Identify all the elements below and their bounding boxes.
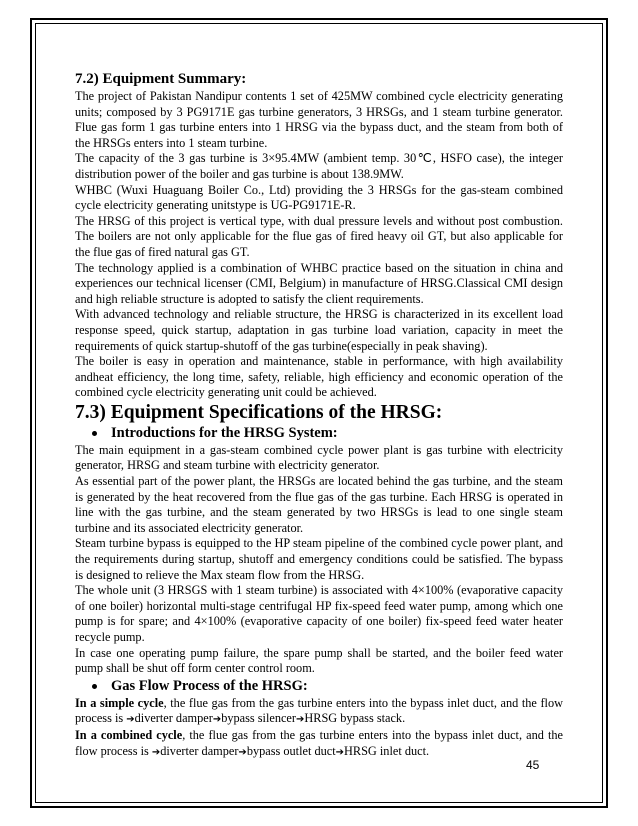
paragraph: The project of Pakistan Nandipur contents 1 set of 425MW combined cycle electricity generating units; composed by 3 PG9171E gas turbine generators, 3 HRSGs, and 1 steam turbine generator. Flue gas form 1 gas turbine enters into 1 HRSG via the bypass duct, and the steam from both of the HRSGs enters into 1 steam turbine. — [75, 89, 563, 150]
flow-step: HRSG bypass stack. — [304, 711, 406, 726]
flow-step: bypass silencer — [221, 711, 296, 726]
bullet-icon — [92, 431, 97, 436]
bullet-icon — [92, 684, 97, 689]
paragraph: The HRSG of this project is vertical type, with dual pressure levels and without post combustion. The boilers are not only applicable for the flue gas of fired heavy oil GT, but also applicable for the flue gas of fired natural gas GT. — [75, 213, 563, 259]
flow-step: diverter damper — [134, 711, 213, 726]
section-7-3-heading: 7.3) Equipment Specifications of the HRSG: — [75, 401, 443, 423]
arrow-right-icon: ➔ — [151, 746, 161, 758]
simple-cycle-paragraph — [75, 696, 563, 728]
paragraph: As essential part of the power plant, the HRSGs are located behind the gas turbine, and the steam is generated by the heat recovered from the flue gas of the gas turbine. Each HRSG is operated in line with the gas turbine, and the steam generated by two HRSGs is lead to one single steam turbine and its associated electricity generator. — [75, 474, 563, 535]
paragraph: The boiler is easy in operation and maintenance, stable in performance, with high availability andheat efficiency, the long time, safety, reliable, high efficiency and economic operation of the combined cycle electricity generating unit could be achieved. — [75, 354, 563, 400]
bullet-gas-flow — [92, 677, 563, 696]
document-body — [75, 70, 563, 760]
bullet-label: Introductions for the HRSG System: — [111, 424, 338, 441]
flow-step: diverter damper — [160, 743, 239, 758]
arrow-right-icon: ➔ — [238, 746, 247, 758]
arrow-right-icon: ➔ — [212, 714, 222, 726]
bullet-introductions — [92, 424, 563, 443]
arrow-right-icon: ➔ — [126, 714, 135, 726]
flow-step: bypass outlet duct — [246, 743, 336, 758]
paragraph: In case one operating pump failure, the spare pump shall be started, and the boiler feed water pump shall be shut off form center control room. — [75, 645, 563, 676]
paragraph: The capacity of the 3 gas turbine is 3×95.4MW (ambient temp. 30℃, HSFO case), the integer distribution power of the boiler and gas turbine is about 138.9MW. — [75, 151, 563, 181]
arrow-right-icon: ➔ — [296, 714, 305, 726]
paragraph: Steam turbine bypass is equipped to the HP steam pipeline of the combined cycle power plant, and the requirements during startup, shutoff and emergency conditions could be satisfied. The bypass is designed to relieve the Max steam flow from the HRSG. — [75, 536, 563, 582]
bullet-label: Gas Flow Process of the HRSG: — [111, 677, 308, 694]
combined-cycle-paragraph — [75, 728, 563, 760]
paragraph: The main equipment in a gas-steam combined cycle power plant is gas turbine with electricity generator, HRSG and steam turbine with electricity generator. — [75, 442, 563, 473]
paragraph: With advanced technology and reliable structure, the HRSG is characterized in its excellent load response speed, quick startup, adaptation in gas turbine load variation, capacity in meet the requirements of quick startup-shutoff of the gas turbine(especially in peak shaving). — [75, 307, 563, 353]
paragraph: The whole unit (3 HRSGS with 1 steam turbine) is associated with 4×100% (evaporative capacity of one boiler) horizontal multi-stage centrifugal HP fix-speed feed water pump, among which one pump is for spare; and 4×100% (evaporative capacity of one boiler) fix-speed feed water heater recycle pump. — [75, 583, 563, 644]
page-number: 45 — [526, 758, 540, 772]
combined-cycle-label: In a combined cycle — [75, 727, 183, 742]
section-7-2-heading: 7.2) Equipment Summary: — [75, 71, 247, 87]
paragraph: The technology applied is a combination of WHBC practice based on the situation in china and experiences our technical licenser (CMI, Belgium) in manufacture of HRSG.Classical CMI design and high reliable structure is adopted to satisfy the client requirements. — [75, 260, 563, 306]
text: , the flue gas from the gas turbine enters into the bypass inlet duct, and the flow process is — [75, 695, 563, 726]
arrow-right-icon: ➔ — [335, 746, 345, 758]
flow-step: HRSG inlet duct. — [344, 743, 430, 758]
text: , the flue gas from the gas turbine enters into the bypass inlet duct, and the flow process is — [75, 727, 563, 758]
paragraph: WHBC (Wuxi Huaguang Boiler Co., Ltd) providing the 3 HRSGs for the gas-steam combined cycle electricity generating unitstype is UG-PG9171E-R. — [75, 182, 563, 213]
simple-cycle-label: In a simple cycle — [75, 695, 164, 710]
